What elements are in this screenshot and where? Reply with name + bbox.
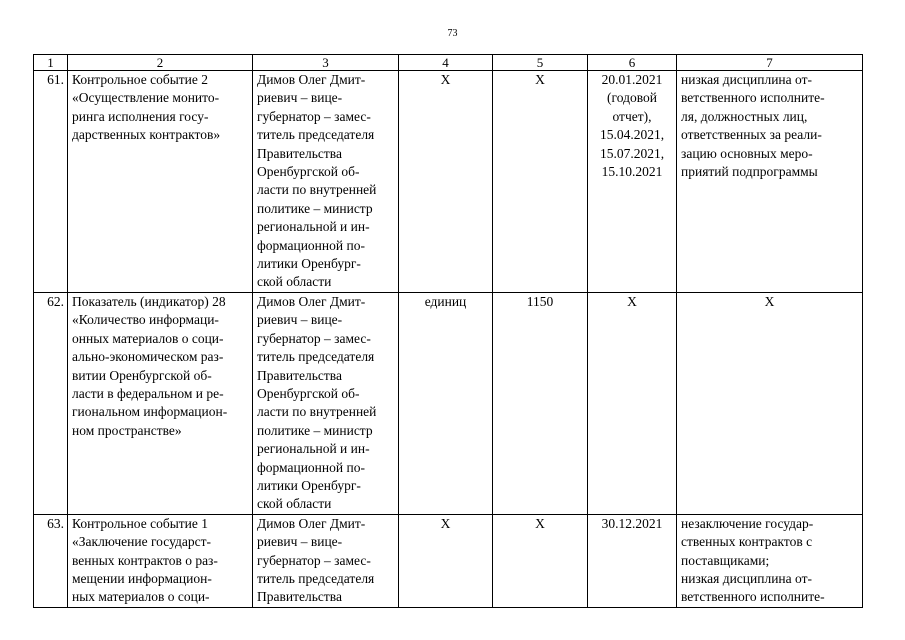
col4-cell: X	[399, 71, 493, 293]
responsible-cell: Димов Олег Дмит- риевич – вице- губернатор – замес- титель председателя Правительства Оренбургской об- ласти по внутренней политике – министр региональной и ин- формационной по- литики Оренбург- ской области	[253, 292, 399, 514]
column-header: 4	[399, 55, 493, 71]
responsible-cell: Димов Олег Дмит- риевич – вице- губернатор – замес- титель председателя Правительства	[253, 514, 399, 607]
page-number: 73	[447, 28, 458, 39]
column-header: 5	[493, 55, 588, 71]
header-row	[34, 55, 863, 71]
risk-cell: низкая дисциплина от- ветственного исполните- ля, должностных лиц, ответственных за реали- зацию основных меро- приятий подпрограммы	[677, 71, 863, 293]
event-cell: Контрольное событие 1 «Заключение государст- венных контрактов о раз- мещении информацион- ных материалов о соци-	[68, 514, 253, 607]
col5-cell: X	[493, 71, 588, 293]
col5-cell: 1150	[493, 292, 588, 514]
column-header: 3	[253, 55, 399, 71]
risk-cell: X	[677, 292, 863, 514]
column-header: 1	[34, 55, 68, 71]
responsible-cell: Димов Олег Дмит- риевич – вице- губернатор – замес- титель председателя Правительства Оренбургской об- ласти по внутренней политике – министр региональной и ин- формационной по- литики Оренбург- ской области	[253, 71, 399, 293]
column-header: 2	[68, 55, 253, 71]
row-number: 62.	[34, 292, 68, 514]
event-cell: Показатель (индикатор) 28 «Количество информаци- онных материалов о соци- ально-экономическом раз- витии Оренбургской об- ласти в федеральном и ре- гиональном информацион- ном пространстве»	[68, 292, 253, 514]
row-number: 61.	[34, 71, 68, 293]
col5-cell: X	[493, 514, 588, 607]
col4-cell: X	[399, 514, 493, 607]
event-cell: Контрольное событие 2 «Осуществление монито- ринга исполнения госу- дарственных контрактов»	[68, 71, 253, 293]
deadline-cell: 20.01.2021 (годовой отчет), 15.04.2021, 15.07.2021, 15.10.2021	[588, 71, 677, 293]
row-number: 63.	[34, 514, 68, 607]
column-header: 7	[677, 55, 863, 71]
table-row	[34, 514, 863, 607]
risk-cell: незаключение государ- ственных контрактов с поставщиками; низкая дисциплина от- ветственного исполните-	[677, 514, 863, 607]
document-table	[33, 54, 863, 608]
table-row	[34, 292, 863, 514]
deadline-cell: 30.12.2021	[588, 514, 677, 607]
column-header: 6	[588, 55, 677, 71]
col4-cell: единиц	[399, 292, 493, 514]
deadline-cell: X	[588, 292, 677, 514]
table-row	[34, 71, 863, 293]
